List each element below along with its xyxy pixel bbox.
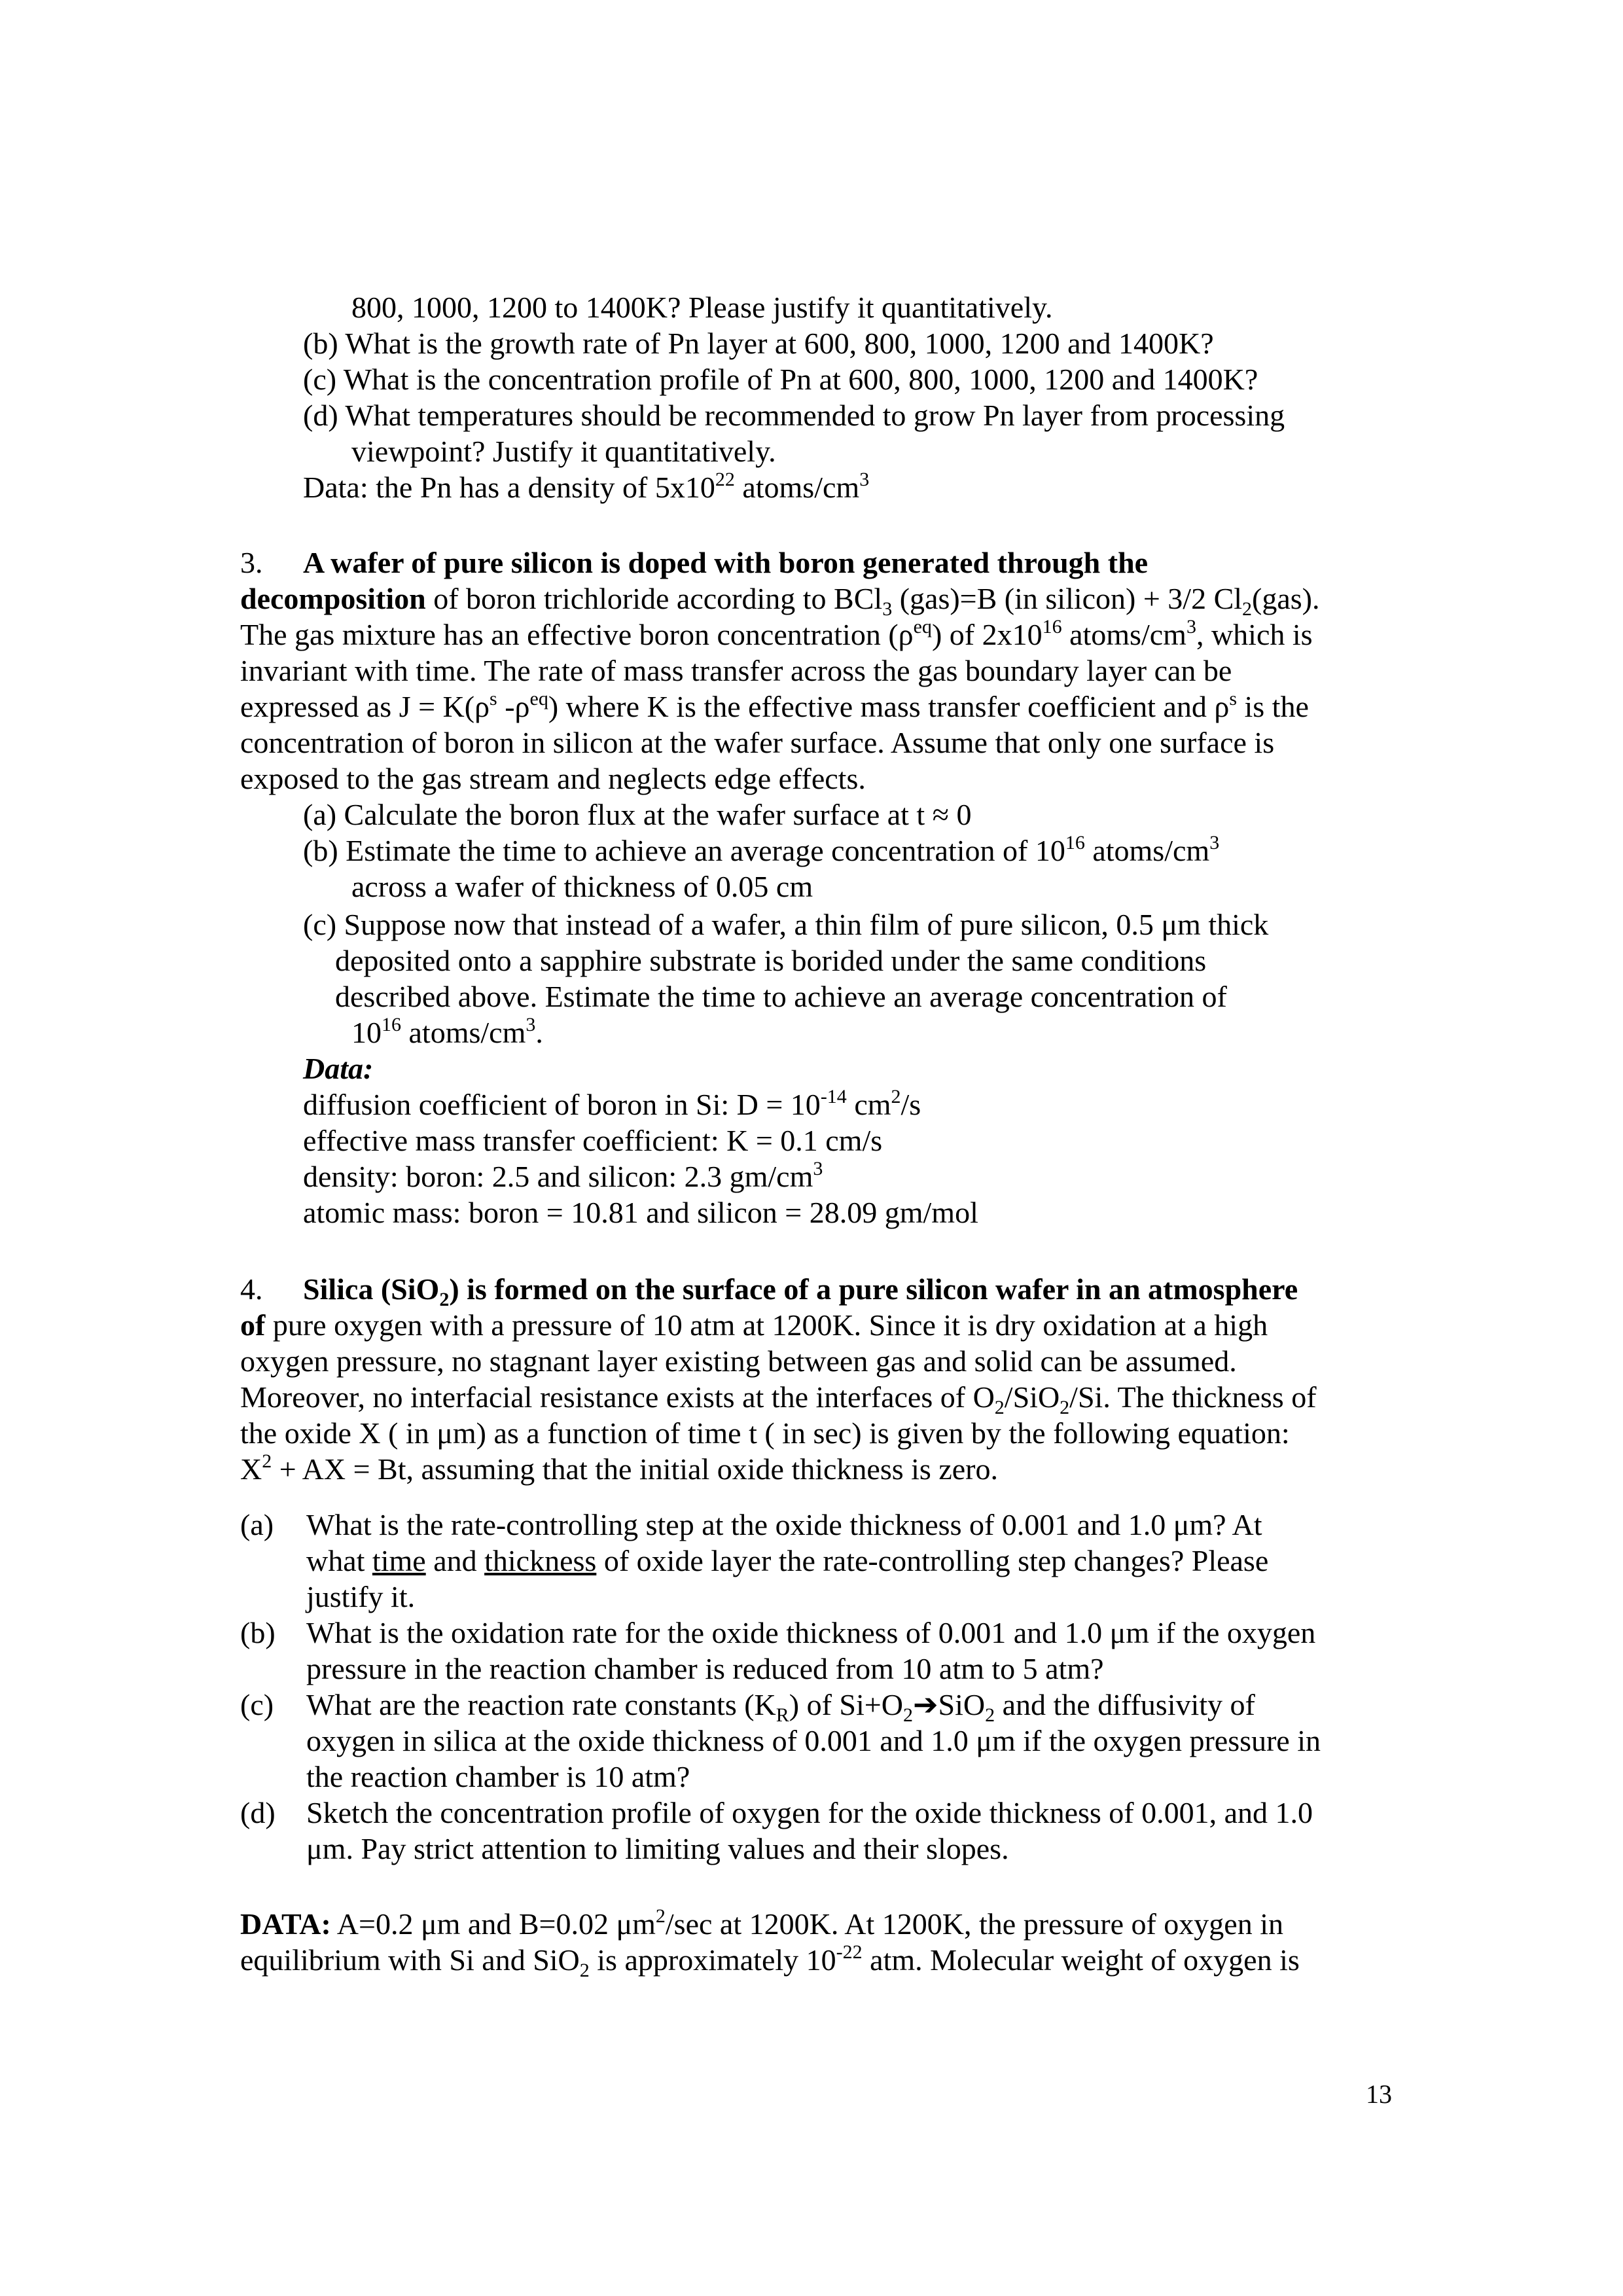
q4-item-a: (a) What is the rate-controlling step at the oxide thickness of 0.001 and 1.0 μm? At — [240, 1508, 1262, 1541]
q3-item-a: (a) Calculate the boron flux at the wafer surface at t ≈ 0 — [303, 798, 972, 831]
q3-item-b: (b) Estimate the time to achieve an average concentration of $10^{16}$ atoms/$cm^3$ — [303, 832, 1220, 867]
page-number: 13 — [1366, 2079, 1392, 2109]
q4-item-c: (c) What are the reaction rate constants $(K_R)$ of $Si+O_2➔SiO_2$ and the diffusivity of — [240, 1688, 1255, 1726]
q4-data-line-1: DATA: A=0.2 μm and B=0.02 $\mu m^2/\sec$ at 1200K. At 1200K, the pressure of oxygen in — [240, 1905, 1284, 1941]
q4-line-4: Moreover, no interfacial resistance exists at the interfaces of $O_2/SiO_2/Si$. The thickness of — [240, 1380, 1317, 1418]
q2a-continuation: 800, 1000, 1200 to 1400K? Please justify it quantitatively. — [351, 291, 1053, 324]
q3-data-mass-transfer: effective mass transfer coefficient: K = 0.1 cm/s — [303, 1124, 883, 1157]
q4-data-line-2: equilibrium with Si and SiO$_2$ is approximately $10^{-22}$ atm. Molecular weight of oxygen is — [240, 1941, 1300, 1981]
q3-item-c-line2: deposited onto a sapphire substrate is borided under the same conditions — [335, 944, 1207, 977]
q4-item-d: (d) Sketch the concentration profile of oxygen for the oxide thickness of 0.001, and 1.0 — [240, 1796, 1313, 1829]
q3-heading: 3. A wafer of pure silicon is doped with boron generated through the — [240, 546, 1149, 579]
q4-line-2: of pure oxygen with a pressure of 10 atm at 1200K. Since it is dry oxidation at a high — [240, 1308, 1268, 1342]
q3-data-diffusion: diffusion coefficient of boron in Si: $D = 10^{-14}$ $cm^2/s$ — [303, 1086, 921, 1121]
q4-item-b-line2: pressure in the reaction chamber is reduced from 10 atm to 5 atm? — [306, 1652, 1104, 1685]
q4-line-5: the oxide X ( in μm) as a function of time t ( in sec) is given by the following equation: — [240, 1416, 1290, 1450]
q4-item-a-line2: what time and thickness of oxide layer the rate-controlling step changes? Please — [306, 1544, 1269, 1577]
q2-item-d-cont: viewpoint? Justify it quantitatively. — [351, 435, 776, 468]
q4-number: 4. — [240, 1272, 263, 1306]
q4-line-3: oxygen pressure, no stagnant layer existing between gas and solid can be assumed. — [240, 1344, 1237, 1378]
q2-item-d: (d) What temperatures should be recommended to grow Pn layer from processing — [303, 399, 1285, 432]
q3-data-density: density: boron: 2.5 and silicon: 2.3 $gm/cm^3$ — [303, 1158, 823, 1193]
q4-heading: 4. Silica (SiO$_2$) is formed on the surface of a pure silicon wafer in an atmosphere — [240, 1272, 1298, 1310]
q3-line-7: exposed to the gas stream and neglects edge effects. — [240, 762, 866, 795]
q3-item-c-line4: $10^{16}$ atoms/$cm^3$. — [351, 1014, 543, 1049]
q4-item-a-line3: justify it. — [306, 1580, 416, 1613]
q3-number: 3. — [240, 546, 263, 579]
q2-item-b: (b) What is the growth rate of Pn layer at 600, 800, 1000, 1200 and 1400K? — [303, 327, 1214, 360]
q4-line-6: $X^2$ + AX = Bt, assuming that the initial oxide thickness is zero. — [240, 1450, 998, 1486]
q2-data-line: Data: the Pn has a density of $5x10^{22}$ atoms/$cm^3$ — [303, 469, 870, 504]
q3-item-c-line3: described above. Estimate the time to achieve an average concentration of — [335, 980, 1227, 1013]
q3-line-5: expressed as $J = K(\rho^s$ $-\rho^{eq}$) where K is the effective mass transfer coefficient and $\rho^s$ is the — [240, 688, 1309, 723]
q2-item-c: (c) What is the concentration profile of Pn at 600, 800, 1000, 1200 and 1400K? — [303, 363, 1258, 396]
q3-line-2: decomposition of boron trichloride according to BCl$_3$ (gas)=B (in silicon) + 3/2 $Cl_2(gas)$. — [240, 582, 1320, 620]
reaction-arrow-icon: ➔ — [912, 1688, 938, 1721]
q3-line-6: concentration of boron in silicon at the wafer surface. Assume that only one surface is — [240, 726, 1275, 759]
q3-line-3: The gas mixture has an effective boron concentration $(\rho^{eq})$ of $2x10^{16}$ atoms/$cm^3$, which is — [240, 616, 1313, 651]
q3-line-4: invariant with time. The rate of mass transfer across the gas boundary layer can be — [240, 654, 1232, 687]
q3-item-c: (c) Suppose now that instead of a wafer, a thin film of pure silicon, 0.5 μm thick — [303, 908, 1269, 941]
q4-item-b: (b) What is the oxidation rate for the oxide thickness of 0.001 and 1.0 μm if the oxygen — [240, 1616, 1316, 1649]
q3-item-b-cont: across a wafer of thickness of 0.05 cm — [351, 870, 813, 903]
q3-data-atomic-mass: atomic mass: boron = 10.81 and silicon = 28.09 gm/mol — [303, 1196, 978, 1229]
q3-data-heading: Data: — [303, 1052, 374, 1085]
q4-item-c-line3: the reaction chamber is 10 atm? — [306, 1760, 690, 1793]
q4-item-d-line2: μm. Pay strict attention to limiting values and their slopes. — [306, 1832, 1009, 1865]
q4-item-c-line2: oxygen in silica at the oxide thickness of 0.001 and 1.0 μm if the oxygen pressure in — [306, 1724, 1321, 1757]
